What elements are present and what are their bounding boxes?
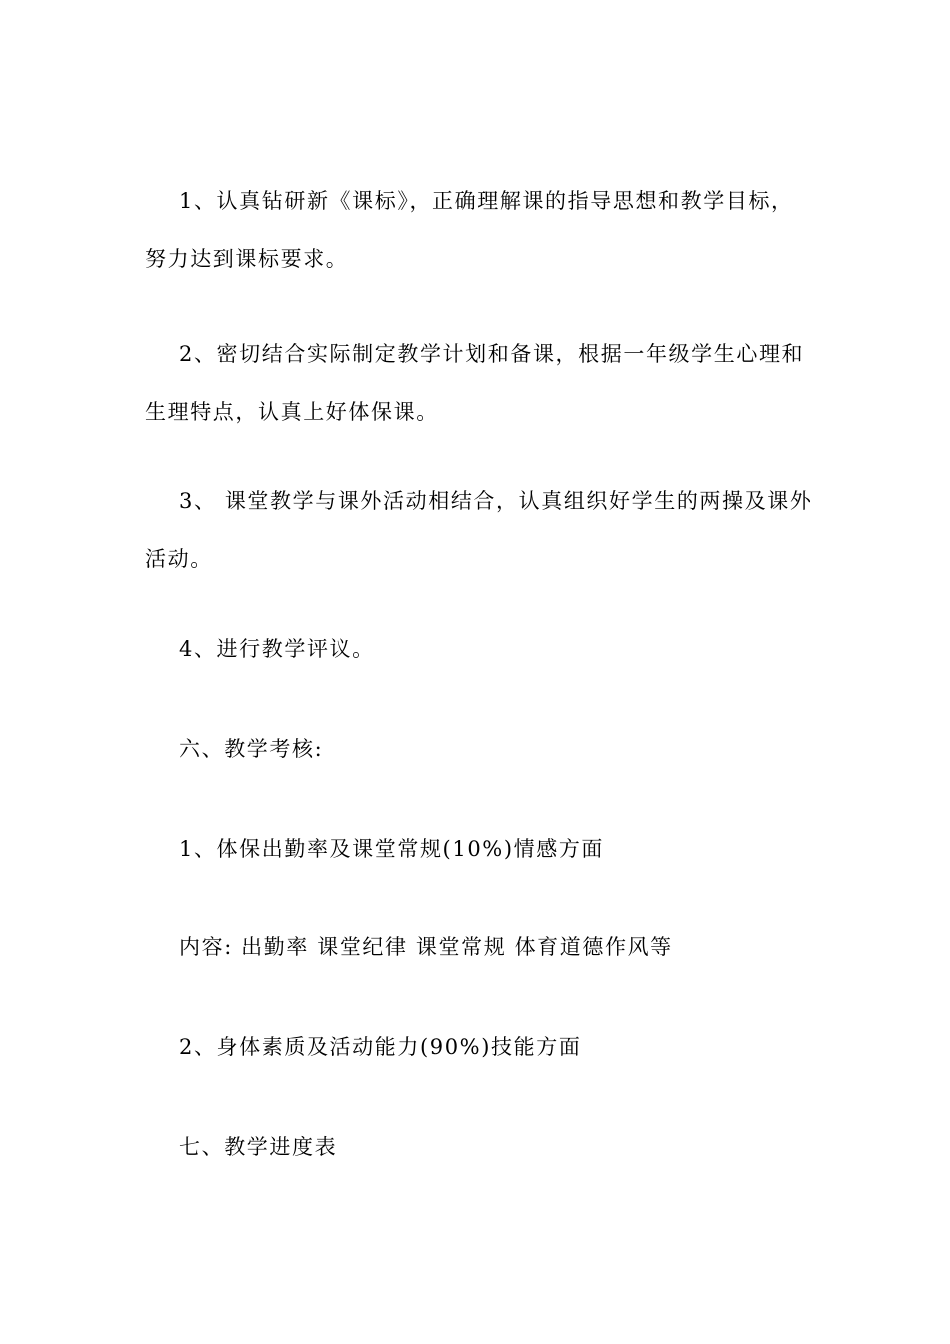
paragraph-attendance: 1、体保出勤率及课堂常规(10%)情感方面 [179, 837, 605, 861]
paragraph-4: 4、进行教学评议。 [179, 637, 375, 661]
paragraph-physical-quality: 2、身体素质及活动能力(90%)技能方面 [179, 1035, 582, 1059]
paragraph-content: 内容: 出勤率 课堂纪律 课堂常规 体育道德作风等 [179, 935, 673, 959]
section-heading-assessment: 六、教学考核: [179, 737, 324, 761]
paragraph-3: 3、 课堂教学与课外活动相结合，认真组织好学生的两操及课外活动。 [145, 489, 813, 571]
paragraph-1: 1、认真钻研新《课标》，正确理解课的指导思想和教学目标，努力达到课标要求。 [145, 189, 794, 271]
section-heading-schedule: 七、教学进度表 [179, 1135, 338, 1159]
paragraph-2: 2、密切结合实际制定教学计划和备课，根据一年级学生心理和生理特点，认真上好体保课。 [145, 342, 805, 424]
